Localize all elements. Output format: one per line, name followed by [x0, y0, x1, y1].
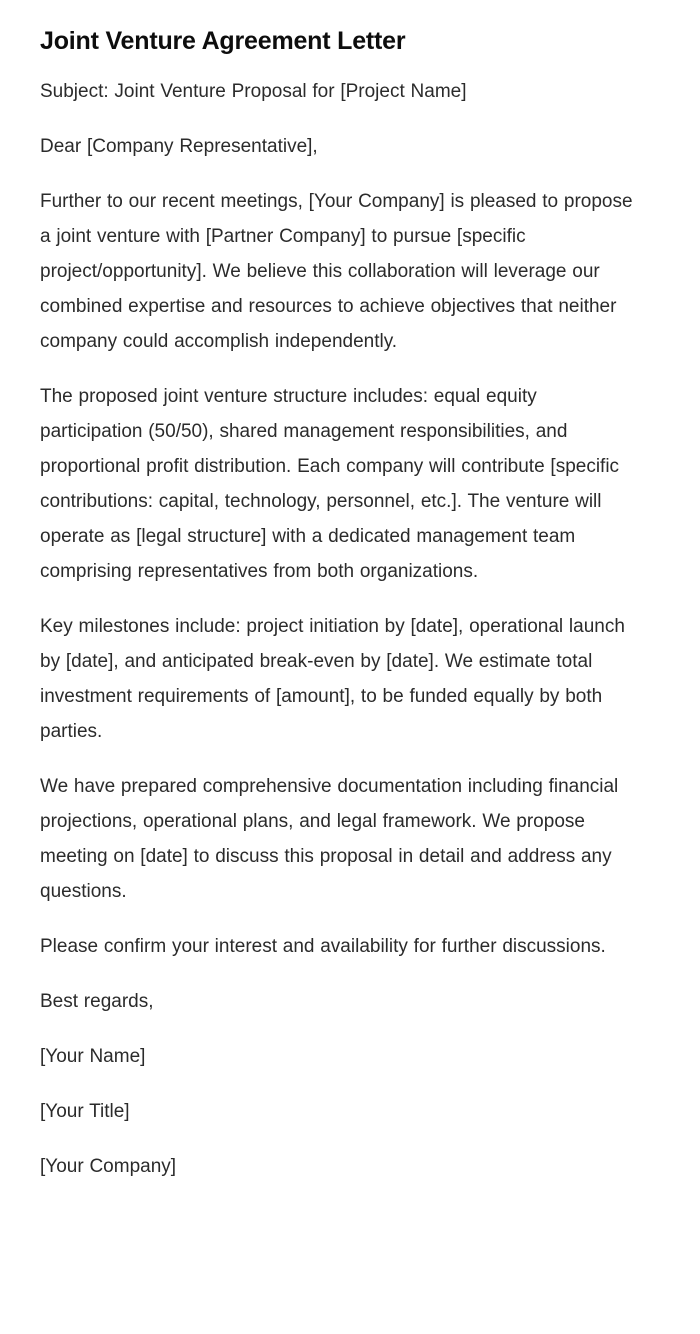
salutation: Dear [Company Representative],: [40, 136, 318, 157]
page-title: Joint Venture Agreement Letter: [40, 27, 406, 55]
signature-title: [Your Title]: [40, 1101, 130, 1122]
signature-name: [Your Name]: [40, 1046, 146, 1067]
document-body: [40, 74, 644, 1184]
body-paragraph: Further to our recent meetings, [Your Company] is pleased to propose a joint venture with [Partner Company] to pursue [specific project/opportunity]. We believe this collaboration will leverage our combined expertise and resources to achieve objectives that neither company could accomplish independently.: [40, 191, 633, 352]
body-paragraph: The proposed joint venture structure includes: equal equity participation (50/50), shared management responsibilities, and proportional profit distribution. Each company will contribute [specific contributions: capital, technology, personnel, etc.]. The venture will operate as [legal structure] with a dedicated management team comprising representatives from both organizations.: [40, 386, 620, 582]
signature-company: [Your Company]: [40, 1156, 177, 1177]
body-paragraph: Key milestones include: project initiation by [date], operational launch by [date], and anticipated break-even by [date]. We estimate total investment requirements of [amount], to be funded equally by both parties.: [40, 616, 625, 742]
closing-line: Best regards,: [40, 991, 154, 1012]
body-paragraph: Please confirm your interest and availability for further discussions.: [40, 936, 606, 957]
body-paragraph: We have prepared comprehensive documentation including financial projections, operational plans, and legal framework. We propose meeting on [date] to discuss this proposal in detail and address any questions.: [40, 776, 619, 902]
subject-line: Subject: Joint Venture Proposal for [Project Name]: [40, 81, 467, 102]
